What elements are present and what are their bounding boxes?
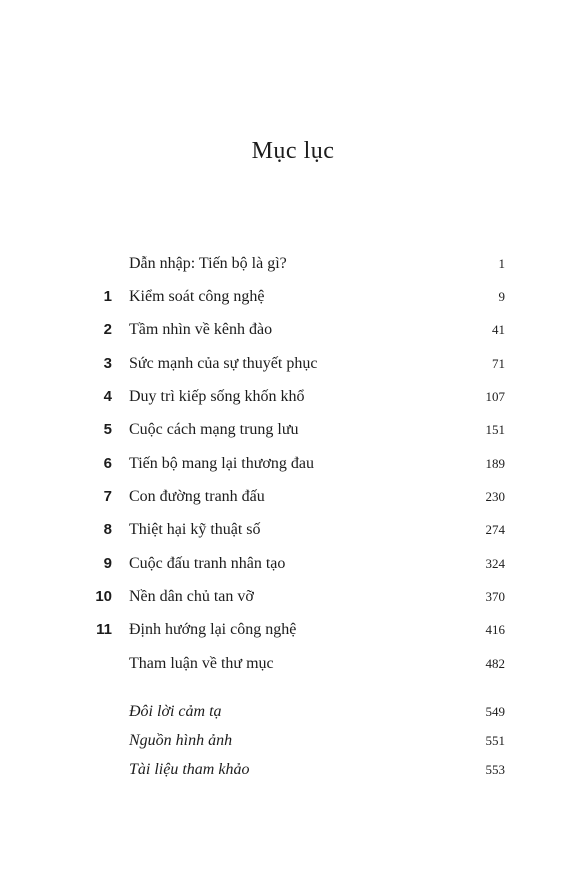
- toc-entry-page: 107: [485, 389, 505, 404]
- toc-entry-page: 9: [498, 289, 505, 304]
- toc-entry-bibliography-essay[interactable]: [0, 652, 586, 676]
- toc-entry-references[interactable]: [0, 758, 586, 782]
- page-title: Mục lục: [251, 138, 335, 164]
- toc-entry-label: Định hướng lại công nghệ: [129, 621, 297, 638]
- toc-entry-label: Duy trì kiếp sống khốn khổ: [129, 388, 305, 405]
- toc-entry-page: 324: [485, 556, 505, 571]
- toc-entry-acknowledgements[interactable]: [0, 700, 586, 724]
- chapter-number: 4: [103, 388, 112, 405]
- toc-entry-label: Tầm nhìn về kênh đào: [129, 321, 273, 338]
- toc-entry-label: Tài liệu tham khảo: [129, 761, 250, 778]
- toc-entry-page: 416: [485, 622, 505, 637]
- chapter-number: 9: [103, 555, 112, 572]
- toc-entry-label: Tham luận về thư mục: [129, 655, 274, 672]
- toc-entry-chapter-5[interactable]: [0, 418, 586, 442]
- toc-entry-label: Đôi lời cảm tạ: [129, 703, 222, 720]
- toc-entry-page: 71: [492, 356, 505, 371]
- toc-entry-chapter-11[interactable]: [0, 618, 586, 642]
- chapter-number: 6: [103, 455, 112, 472]
- toc-entry-chapter-10[interactable]: [0, 585, 586, 609]
- toc-entry-page: 41: [492, 322, 505, 337]
- toc-entry-page: 553: [485, 762, 505, 777]
- chapter-number: 10: [95, 588, 112, 605]
- toc-entry-page: 482: [485, 656, 505, 671]
- toc-entry-chapter-6[interactable]: [0, 452, 586, 476]
- toc-entry-chapter-7[interactable]: [0, 485, 586, 509]
- toc-entry-label: Tiến bộ mang lại thương đau: [129, 455, 314, 472]
- toc-entry-intro[interactable]: [0, 252, 586, 276]
- toc-entry-page: 189: [485, 456, 505, 471]
- toc-entry-label: Kiểm soát công nghệ: [129, 288, 265, 305]
- toc-entry-label: Thiệt hại kỹ thuật số: [129, 521, 261, 538]
- toc-entry-label: Nền dân chủ tan vỡ: [129, 588, 254, 605]
- toc-entry-chapter-3[interactable]: [0, 352, 586, 376]
- toc-entry-chapter-1[interactable]: [0, 285, 586, 309]
- toc-entry-chapter-2[interactable]: [0, 318, 586, 342]
- toc-entry-label: Nguồn hình ảnh: [129, 732, 233, 749]
- chapter-number: 5: [103, 421, 112, 438]
- chapter-number: 11: [96, 621, 112, 638]
- toc-entry-page: 549: [485, 704, 505, 719]
- chapter-number: 1: [103, 288, 112, 305]
- chapter-number: 8: [103, 521, 112, 538]
- toc-entry-page: 551: [485, 733, 505, 748]
- toc-entry-page: 274: [485, 522, 505, 537]
- toc-entry-page: 1: [498, 256, 505, 271]
- toc-entry-label: Dẫn nhập: Tiến bộ là gì?: [129, 255, 287, 272]
- toc-entry-page: 370: [485, 589, 505, 604]
- chapter-number: 7: [103, 488, 112, 505]
- toc-entry-label: Cuộc cách mạng trung lưu: [129, 421, 299, 438]
- toc-entry-label: Con đường tranh đấu: [129, 488, 265, 505]
- chapter-number: 2: [103, 321, 112, 338]
- toc-entry-page: 151: [485, 422, 505, 437]
- toc-entry-page: 230: [485, 489, 505, 504]
- toc-entry-label: Sức mạnh của sự thuyết phục: [129, 355, 318, 372]
- toc-entry-chapter-8[interactable]: [0, 518, 586, 542]
- toc-entry-label: Cuộc đấu tranh nhân tạo: [129, 555, 286, 572]
- toc-entry-image-credits[interactable]: [0, 729, 586, 753]
- toc-entry-chapter-9[interactable]: [0, 552, 586, 576]
- toc-entry-chapter-4[interactable]: [0, 385, 586, 409]
- chapter-number: 3: [103, 355, 112, 372]
